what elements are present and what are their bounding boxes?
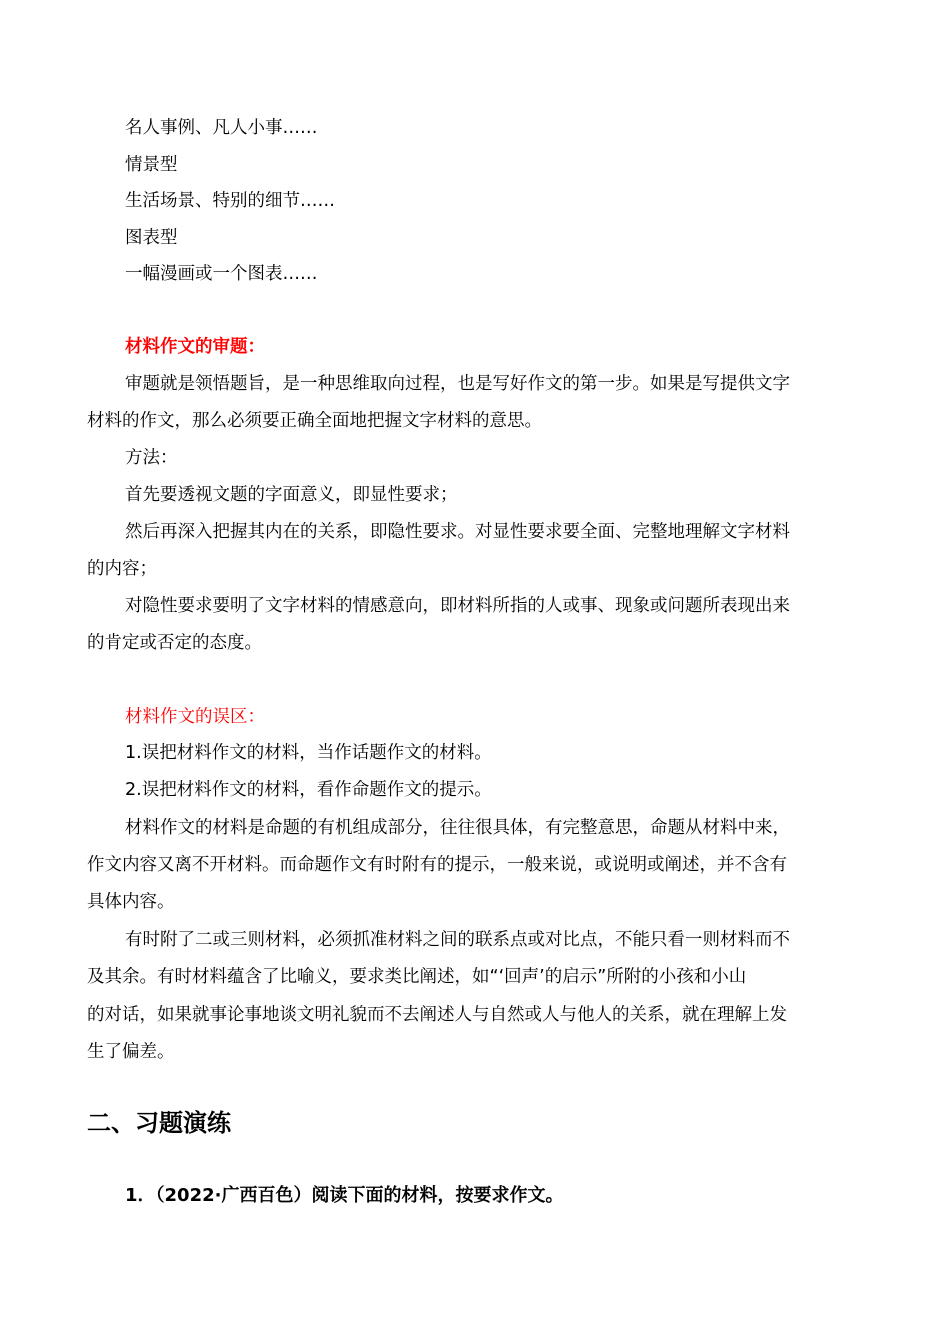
type-scenario: 情景型: [125, 155, 178, 175]
pitfalls-paragraph-2-line: 及其余。有时材料蕴含了比喻义，要求类比阐述，如“‘回声’的启示”所附的小孩和小山: [87, 967, 747, 987]
section-title: 二、习题演练: [87, 1109, 231, 1137]
review-paragraph-line: 审题就是领悟题旨，是一种思维取向过程，也是写好作文的第一步。如果是写提供文字: [125, 374, 790, 394]
review-paragraph-line: 材料的作文，那么必须要正确全面地把握文字材料的意思。: [87, 411, 542, 431]
pitfalls-paragraph-line: 作文内容又离不开材料。而命题作文有时附有的提示，一般来说，或说明或阐述，并不含有: [87, 855, 787, 875]
pitfalls-paragraph-line: 材料作文的材料是命题的有机组成部分，往往很具体，有完整意思，命题从材料中来，: [125, 818, 790, 838]
pitfalls-paragraph-2-line: 有时附了二或三则材料，必须抓准材料之间的联系点或对比点，不能只看一则材料而不: [125, 930, 790, 950]
review-step-1: 首先要透视文题的字面意义，即显性要求；: [125, 485, 458, 505]
review-method-label: 方法：: [125, 448, 178, 468]
type-example-famous: 名人事例、凡人小事……: [125, 118, 318, 138]
pitfalls-paragraph-2-line: 生了偏差。: [87, 1042, 175, 1062]
review-step-2-line: 的内容；: [87, 559, 157, 579]
type-chart-detail: 一幅漫画或一个图表……: [125, 264, 318, 284]
review-step-3-line: 对隐性要求要明了文字材料的情感意向，即材料所指的人或事、现象或问题所表现出来: [125, 596, 790, 616]
pitfall-item-2: 2.误把材料作文的材料，看作命题作文的提示。: [125, 780, 492, 800]
review-step-3-line: 的肯定或否定的态度。: [87, 633, 262, 653]
pitfalls-paragraph-line: 具体内容。: [87, 892, 175, 912]
type-chart: 图表型: [125, 228, 178, 248]
question-1: 1．（2022·广西百色）阅读下面的材料，按要求作文。: [125, 1185, 564, 1206]
pitfall-item-1: 1.误把材料作文的材料，当作话题作文的材料。: [125, 743, 492, 763]
review-heading: 材料作文的审题：: [125, 337, 265, 357]
type-scenario-detail: 生活场景、特别的细节……: [125, 191, 335, 211]
pitfalls-paragraph-2-line: 的对话，如果就事论事地谈文明礼貌而不去阐述人与自然或人与他人的关系，就在理解上发: [87, 1005, 787, 1025]
pitfalls-heading: 材料作文的误区：: [125, 707, 265, 727]
review-step-2-line: 然后再深入把握其内在的关系，即隐性要求。对显性要求要全面、完整地理解文字材料: [125, 522, 790, 542]
